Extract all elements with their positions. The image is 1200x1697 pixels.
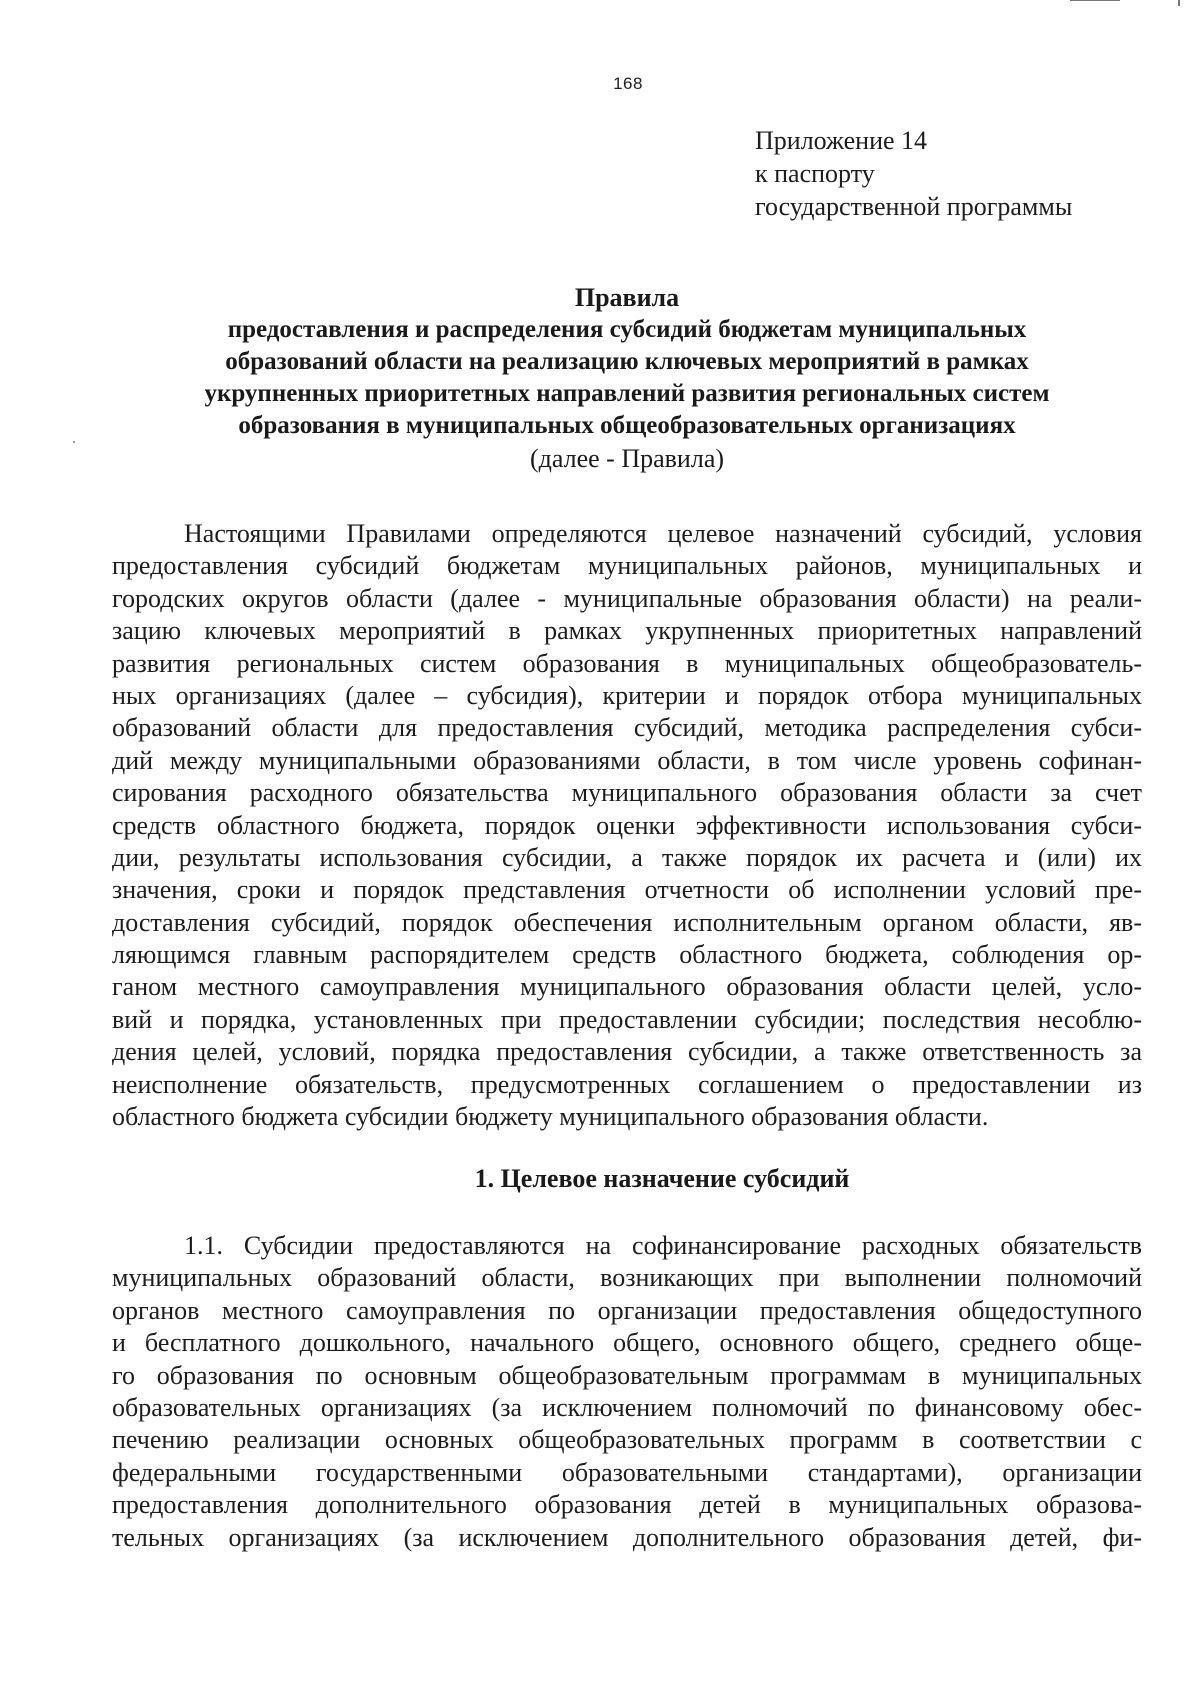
paragraph-line: Настоящими Правилами определяются целевое назначений субсидий, условия: [184, 519, 1142, 548]
appendix-line: Приложение 14: [755, 126, 928, 155]
paragraph-line: 1.1. Субсидии предоставляются на софинансирование расходных обязательств: [184, 1231, 1142, 1260]
paragraph-line: дения целей, условий, порядка предоставления субсидии, а также ответственность за: [112, 1037, 1142, 1067]
paragraph-line: ных организациях (далее – субсидия), критерии и порядок отбора муниципальных: [112, 680, 1142, 710]
intro-paragraph: [112, 518, 1142, 1133]
appendix-line: государственной программы: [755, 192, 1073, 221]
paragraph-line: средств областного бюджета, порядок оценки эффективности использования субси-: [112, 810, 1142, 840]
paragraph-line: ганом местного самоуправления муниципального образования области целей, усло-: [112, 972, 1142, 1002]
paragraph-line: значения, сроки и порядок представления отчетности об исполнении условий пре-: [112, 875, 1142, 905]
paragraph-line: печению реализации основных общеобразовательных программ в соответствии с: [112, 1425, 1142, 1455]
title-subtitle-line: образований области на реализацию ключевых мероприятий в рамках: [225, 348, 1029, 375]
paragraph-line: органов местного самоуправления по организации предоставления общедоступного: [112, 1295, 1142, 1325]
paragraph-line: образований области для предоставления субсидий, методика распределения субси-: [112, 713, 1142, 743]
paragraph-line: дии, результаты использования субсидии, а также порядок их расчета и (или) их: [112, 842, 1142, 872]
scan-artifact-top-mid: [1070, 0, 1120, 1]
scan-artifact-top-right: [1178, 0, 1180, 6]
paragraph-line: федеральными государственными образовательными стандартами), организации: [112, 1457, 1142, 1487]
paragraph-line: развития региональных систем образования в муниципальных общеобразователь-: [112, 648, 1142, 678]
paragraph-line: сирования расходного обязательства муниципального образования области за счет: [112, 778, 1142, 808]
section-heading: 1. Целевое назначение субсидий: [474, 1164, 850, 1193]
title-subtitle-line: укрупненных приоритетных направлений развития региональных систем: [204, 380, 1050, 407]
paragraph-line: ляющимся главным распорядителем средств областного бюджета, соблюдения ор-: [112, 940, 1142, 970]
paragraph-line: тельных организациях (за исключением дополнительного образования детей, фи-: [112, 1522, 1142, 1552]
document-title: [112, 282, 1142, 475]
paragraph-line: дий между муниципальными образованиями области, в том числе уровень софинан-: [112, 745, 1142, 775]
appendix-reference: [755, 124, 1072, 223]
paragraph-line: образовательных организациях (за исключением полномочий по финансовому обес-: [112, 1392, 1142, 1422]
appendix-line: к паспорту: [755, 159, 875, 188]
title-subtitle: [112, 314, 1142, 442]
paragraph-line: доставления субсидий, порядок обеспечения исполнительным органом области, яв-: [112, 907, 1142, 937]
paragraph-line: предоставления субсидий бюджетам муниципальных районов, муниципальных и: [112, 551, 1142, 581]
title-subtitle-line: предоставления и распределения субсидий бюджетам муниципальных: [227, 316, 1027, 343]
paragraph-line: областного бюджета субсидии бюджету муниципального образования области.: [112, 1102, 989, 1132]
paragraph-line: городских округов области (далее - муниципальные образования области) на реали-: [112, 583, 1142, 613]
paragraph-line: зацию ключевых мероприятий в рамках укрупненных приоритетных направлений: [112, 616, 1142, 646]
scan-artifact-left-dot: [73, 441, 75, 443]
title-subtitle-line: образования в муниципальных общеобразовательных организациях: [238, 412, 1016, 439]
paragraph-line: предоставления дополнительного образования детей в муниципальных образова-: [112, 1490, 1142, 1520]
paragraph-line: муниципальных образований области, возникающих при выполнении полномочий: [112, 1263, 1142, 1293]
page-number: 168: [613, 74, 643, 93]
paragraph-line: вий и порядка, установленных при предоставлении субсидии; последствия несоблю-: [112, 1004, 1142, 1034]
paragraph-line: го образования по основным общеобразовательным программам в муниципальных: [112, 1360, 1142, 1390]
paragraph-line: неисполнение обязательств, предусмотренных соглашением о предоставлении из: [112, 1069, 1142, 1099]
paragraph-line: и бесплатного дошкольного, начального общего, основного общего, среднего обще-: [112, 1328, 1142, 1358]
title-main: Правила: [574, 283, 680, 312]
title-note: (далее - Правила): [529, 444, 725, 473]
paragraph-1-1: [112, 1230, 1142, 1554]
